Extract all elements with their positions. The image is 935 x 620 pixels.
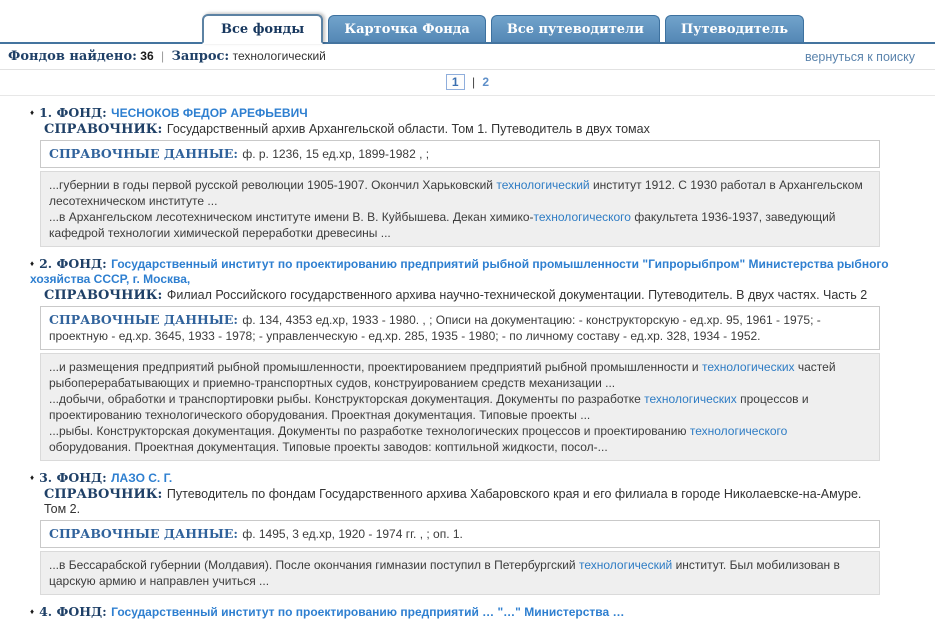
highlight-term-link[interactable]: технологических (644, 392, 737, 406)
found-label: Фондов найдено: (8, 49, 137, 64)
snippet-text: институт 1912. С 1930 работал в Архангельском лесотехническом институте ... (49, 178, 863, 208)
fond-data-label: СПРАВОЧНЫЕ ДАННЫЕ: (49, 312, 243, 327)
result-item-3 (0, 470, 935, 595)
result-header (0, 470, 935, 486)
result-item-4 (0, 604, 935, 620)
snippet-text: ...рыбы. Конструкторская документация. Документы по разработке технологических процессов и проектированию (49, 424, 690, 438)
fond-data-text: ф. р. 1236, 15 ед.хр, 1899-1982 , ; (242, 147, 430, 161)
snippet-text: ...губернии в годы первой русской революции 1905-1907. Окончил Харьковский (49, 178, 497, 192)
highlight-term-link[interactable]: технологического (533, 210, 631, 224)
result-number-label: 1. ФОНД: (39, 105, 112, 120)
snippet-text: институт. Был мобилизован в царскую армию и направлен учиться ... (49, 558, 840, 588)
result-header (0, 105, 935, 121)
fond-title-link[interactable]: ЧЕСНОКОВ ФЕДОР АРЕФЬЕВИЧ (111, 106, 308, 120)
snippet-box (40, 551, 880, 595)
tab-all-guides[interactable]: Все путеводители (491, 15, 660, 42)
highlight-term-link[interactable]: технологических (701, 360, 795, 374)
highlight-term-link[interactable]: технологического (689, 424, 788, 438)
snippet-box (40, 353, 880, 461)
fond-data-box (40, 140, 880, 168)
status-separator: | (160, 49, 165, 63)
guide-label: СПРАВОЧНИК: (44, 122, 167, 137)
snippet-line (49, 177, 871, 209)
snippet-text: ...добычи, обработки и транспортировки рыбы. Конструкторская документация. Документы по разработке (49, 392, 645, 406)
guide-line (44, 288, 880, 303)
result-item-2 (0, 256, 935, 461)
snippet-text: ...и размещения предприятий рыбной промышленности, проектированием предприятий рыбной промышленности и (49, 360, 702, 374)
status-bar (0, 44, 935, 70)
tab-fond-card[interactable]: Карточка Фонда (328, 15, 486, 42)
fond-title-link[interactable]: Государственный институт по проектированию предприятий рыбной промышленности "Гипрорыбпром" Министерства рыбного хозяйства СССР, г. Москва, (30, 257, 889, 286)
snippet-line (49, 391, 871, 423)
results-list (0, 96, 935, 620)
guide-label: СПРАВОЧНИК: (44, 487, 167, 502)
search-summary (8, 49, 326, 64)
page-link-2[interactable]: 2 (482, 75, 490, 89)
fond-data-label: СПРАВОЧНЫЕ ДАННЫЕ: (49, 146, 243, 161)
bullet-diamond-icon: ♦ (30, 108, 35, 117)
result-number-label: 4. ФОНД: (39, 604, 112, 619)
snippet-text: факультета 1936-1937, заведующий кафедрой технологии химической переработки древесины ... (49, 210, 836, 240)
fond-data-text: ф. 1495, 3 ед.хр, 1920 - 1974 гг. , ; оп. 1. (242, 527, 463, 541)
tab-guide[interactable]: Путеводитель (665, 15, 804, 42)
guide-text: Путеводитель по фондам Государственного архива Хабаровского края и его филиала в городе Николаевске-на-Амуре. Том 2. (44, 487, 862, 516)
snippet-box (40, 171, 880, 247)
result-header (0, 604, 935, 620)
guide-text: Филиал Российского государственного архива научно-технической документации. Путеводитель. В двух частях. Часть 2 (166, 288, 868, 302)
result-number-label: 3. ФОНД: (39, 470, 112, 485)
snippet-text: ...в Архангельском лесотехническом институте имени В. В. Куйбышева. Декан химико- (49, 210, 534, 224)
snippet-text: ...в Бессарабской губернии (Молдавия). После окончания гимназии поступил в Петербургский (49, 558, 579, 572)
fond-data-label: СПРАВОЧНЫЕ ДАННЫЕ: (49, 526, 243, 541)
query-label: Запрос: (171, 49, 230, 64)
fond-data-box (40, 306, 880, 350)
back-to-search-link[interactable]: вернуться к поиску (804, 49, 915, 64)
snippet-line (49, 557, 871, 589)
result-header (0, 256, 935, 287)
guide-line (44, 487, 880, 517)
page-separator: | (471, 75, 476, 89)
guide-line (44, 122, 880, 137)
highlight-term-link[interactable]: технологический (578, 558, 673, 572)
pagination (0, 70, 935, 96)
bullet-diamond-icon: ♦ (30, 259, 35, 268)
snippet-line (49, 359, 871, 391)
highlight-term-link[interactable]: технологический (496, 178, 590, 192)
fond-title-link[interactable]: ЛАЗО С. Г. (111, 471, 173, 485)
page-current[interactable]: 1 (446, 74, 465, 90)
guide-text: Государственный архив Архангельской области. Том 1. Путеводитель в двух томах (166, 122, 650, 136)
bullet-diamond-icon: ♦ (30, 473, 35, 482)
snippet-line (49, 209, 871, 241)
snippet-text: процессов и проектированию технологического оборудования. Проектная документация. Типовые проекты ... (49, 392, 809, 422)
result-number-label: 2. ФОНД: (39, 256, 112, 271)
fond-data-text: ф. 134, 4353 ед.хр, 1933 - 1980. , ; Описи на документацию: - конструкторскую - ед.хр. 95, 1961 - 1975; - проектную - ед.хр. 3645, 1933 - 1978; - управленческую - ед.хр. 285, 1935 - 1980; - по личному составу - ед.хр. 328, 1934 - 1952. (49, 313, 821, 343)
fond-title-link[interactable]: Государственный институт по проектированию предприятий … "…" Министерства … (111, 605, 625, 619)
result-item-1 (0, 105, 935, 247)
tab-all-fonds[interactable]: Все фонды (202, 14, 323, 44)
snippet-line (49, 423, 871, 455)
snippet-text: частей рыбоперерабатывающих и приемно-транспортных судов, конструированием средств механизации ... (49, 360, 836, 390)
guide-label: СПРАВОЧНИК: (44, 288, 167, 303)
query-value: технологический (232, 49, 326, 63)
found-count: 36 (140, 49, 154, 63)
snippet-text: оборудования. Проектная документация. Типовые проекты заводов: коптильной жидкости, посол-... (49, 440, 608, 454)
bullet-diamond-icon: ♦ (30, 607, 35, 616)
fond-data-box (40, 520, 880, 548)
tab-bar (0, 0, 935, 44)
